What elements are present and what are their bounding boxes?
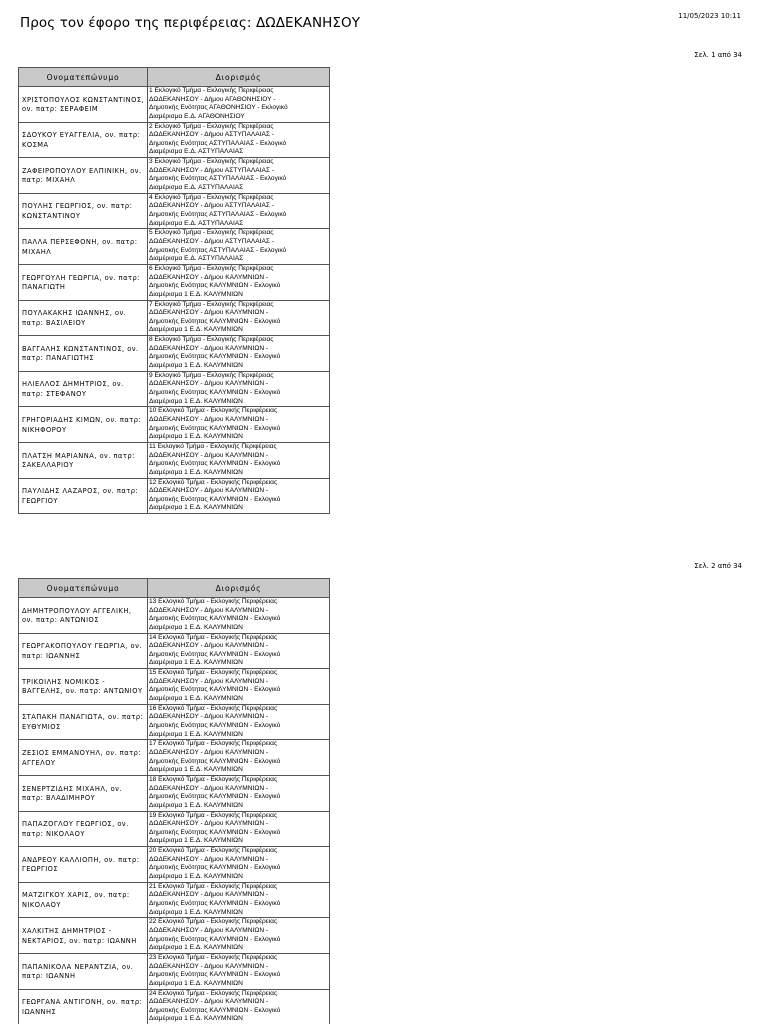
assignment-line: Δημοτικής Ενότητας ΑΣΤΥΠΑΛΑΙΑΣ - Εκλογικό: [149, 246, 287, 254]
document-title: Προς τον έφορο της περιφέρειας: ΔΩΔΕΚΑΝΗΣΟΥ: [20, 15, 361, 31]
assignment-line: Δημοτικής Ενότητας ΚΑΛΥΜΝΙΩΝ - Εκλογικό: [149, 757, 281, 765]
assignment-cell: [148, 740, 330, 776]
table-row: [19, 847, 330, 883]
assignment-cell: [148, 598, 330, 634]
assignment-line: Δημοτικής Ενότητας ΚΑΛΥΜΝΙΩΝ - Εκλογικό: [149, 686, 281, 694]
person-name-cell: ΣΕΝΕΡΤΖΙΔΗΣ ΜΙΧΑΗΛ, ον. πατρ: ΒΛΑΔΙΜΗΡΟΥ: [19, 775, 148, 811]
assignment-line: Διαμέρισμα 1 Ε.Δ. ΚΑΛΥΜΝΙΩΝ: [149, 801, 243, 809]
table-row: [19, 336, 330, 372]
column-header-name: Ονοματεπώνυμο: [19, 68, 148, 87]
person-name-cell: ΠΟΥΛΗΣ ΓΕΩΡΓΙΟΣ, ον. πατρ: ΚΩΝΣΤΑΝΤΙΝΟΥ: [19, 193, 148, 229]
assignment-line: Διαμέρισμα Ε.Δ. ΑΣΤΥΠΑΛΑΙΑΣ: [149, 219, 244, 227]
person-name-cell: ΤΡΙΚΟΙΛΗΣ ΝΟΜΙΚΟΣ - ΒΑΓΓΕΛΗΣ, ον. πατρ: ΑΝΤΩΝΙΟΥ: [19, 669, 148, 705]
assignment-line: Διαμέρισμα 1 Ε.Δ. ΚΑΛΥΜΝΙΩΝ: [149, 468, 243, 476]
column-header-assignment: Διορισμός: [148, 68, 330, 87]
table-row: [19, 704, 330, 740]
assignment-line: Διαμέρισμα 1 Ε.Δ. ΚΑΛΥΜΝΙΩΝ: [149, 326, 243, 334]
assignment-line: ΔΩΔΕΚΑΝΗΣΟΥ - Δήμου ΚΑΛΥΜΝΙΩΝ -: [149, 380, 269, 388]
person-name-cell: ΑΝΔΡΕΟΥ ΚΑΛΛΙΟΠΗ, ον. πατρ: ΓΕΩΡΓΙΟΣ: [19, 847, 148, 883]
person-name-cell: ΓΕΩΡΓΑΚΟΠΟΥΛΟΥ ΓΕΩΡΓΙΑ, ον. πατρ: ΙΩΑΝΝΗΣ: [19, 633, 148, 669]
assignment-line: Διαμέρισμα 1 Ε.Δ. ΚΑΛΥΜΝΙΩΝ: [149, 504, 243, 512]
assignment-cell: [148, 336, 330, 372]
assignment-line: 2 Εκλογικό Τμήμα - Εκλογικής Περιφέρειας: [149, 122, 274, 130]
assignment-line: Διαμέρισμα 1 Ε.Δ. ΚΑΛΥΜΝΙΩΝ: [149, 1015, 243, 1023]
table-row: [19, 918, 330, 954]
roster-table: [18, 578, 330, 1024]
table-row: [19, 775, 330, 811]
assignment-cell: [148, 229, 330, 265]
assignment-cell: [148, 704, 330, 740]
assignment-line: Δημοτικής Ενότητας ΚΑΛΥΜΝΙΩΝ - Εκλογικό: [149, 1006, 281, 1014]
assignment-cell: [148, 669, 330, 705]
table-row: [19, 669, 330, 705]
assignment-cell: [148, 87, 330, 123]
assignment-line: 1 Εκλογικό Τμήμα - Εκλογικής Περιφέρειας: [149, 87, 274, 95]
assignment-line: Δημοτικής Ενότητας ΚΑΛΥΜΝΙΩΝ - Εκλογικό: [149, 793, 281, 801]
assignment-cell: [148, 442, 330, 478]
assignment-line: Δημοτικής Ενότητας ΚΑΛΥΜΝΙΩΝ - Εκλογικό: [149, 424, 281, 432]
assignment-cell: [148, 478, 330, 514]
assignment-line: 11 Εκλογικό Τμήμα - Εκλογικής Περιφέρειας: [149, 443, 277, 451]
table-row: [19, 371, 330, 407]
assignment-line: Διαμέρισμα Ε.Δ. ΑΣΤΥΠΑΛΑΙΑΣ: [149, 148, 244, 156]
person-name-cell: ΜΑΤΖΙΓΚΟΥ ΧΑΡΙΣ, ον. πατρ: ΝΙΚΟΛΑΟΥ: [19, 882, 148, 918]
table-row: [19, 989, 330, 1024]
assignment-cell: [148, 371, 330, 407]
assignment-line: Δημοτικής Ενότητας ΚΑΛΥΜΝΙΩΝ - Εκλογικό: [149, 495, 281, 503]
assignment-line: Διαμέρισμα 1 Ε.Δ. ΚΑΛΥΜΝΙΩΝ: [149, 873, 243, 881]
assignment-line: 4 Εκλογικό Τμήμα - Εκλογικής Περιφέρειας: [149, 193, 274, 201]
table-header-row: [19, 579, 330, 598]
table-row: [19, 87, 330, 123]
assignment-line: Διαμέρισμα 1 Ε.Δ. ΚΑΛΥΜΝΙΩΝ: [149, 908, 243, 916]
table-row: [19, 300, 330, 336]
assignment-line: Διαμέρισμα 1 Ε.Δ. ΚΑΛΥΜΝΙΩΝ: [149, 659, 243, 667]
person-name-cell: ΧΡΙΣΤΟΠΟΥΛΟΣ ΚΩΝΣΤΑΝΤΙΝΟΣ, ον. πατρ: ΣΕΡΑΦΕΙΜ: [19, 87, 148, 123]
assignment-line: 23 Εκλογικό Τμήμα - Εκλογικής Περιφέρειας: [149, 954, 278, 962]
assignment-line: Διαμέρισμα Ε.Δ. ΑΓΑΘΟΝΗΣΙΟΥ: [149, 112, 245, 120]
assignment-cell: [148, 882, 330, 918]
table-row: [19, 407, 330, 443]
person-name-cell: ΠΛΑΤΣΗ ΜΑΡΙΑΝΝΑ, ον. πατρ: ΣΑΚΕΛΛΑΡΙΟΥ: [19, 442, 148, 478]
assignment-line: ΔΩΔΕΚΑΝΗΣΟΥ - Δήμου ΚΑΛΥΜΝΙΩΝ -: [149, 927, 269, 935]
assignment-cell: [148, 300, 330, 336]
assignment-line: Διαμέρισμα 1 Ε.Δ. ΚΑΛΥΜΝΙΩΝ: [149, 979, 243, 987]
assignment-line: Δημοτικής Ενότητας ΚΑΛΥΜΝΙΩΝ - Εκλογικό: [149, 864, 281, 872]
assignment-line: 21 Εκλογικό Τμήμα - Εκλογικής Περιφέρειας: [149, 882, 278, 890]
table-header-row: [19, 68, 330, 87]
person-name-cell: ΓΕΩΡΓΟΥΛΗ ΓΕΩΡΓΙΑ, ον. πατρ: ΠΑΝΑΓΙΩΤΗ: [19, 264, 148, 300]
assignment-line: 15 Εκλογικό Τμήμα - Εκλογικής Περιφέρειας: [149, 669, 278, 677]
assignment-line: ΔΩΔΕΚΑΝΗΣΟΥ - Δήμου ΚΑΛΥΜΝΙΩΝ -: [149, 677, 269, 685]
table-row: [19, 811, 330, 847]
assignment-line: 9 Εκλογικό Τμήμα - Εκλογικής Περιφέρειας: [149, 371, 274, 379]
assignment-line: 5 Εκλογικό Τμήμα - Εκλογικής Περιφέρειας: [149, 229, 274, 237]
assignment-cell: [148, 193, 330, 229]
assignment-line: ΔΩΔΕΚΑΝΗΣΟΥ - Δήμου ΚΑΛΥΜΝΙΩΝ -: [149, 344, 269, 352]
assignment-cell: [148, 847, 330, 883]
assignment-line: 22 Εκλογικό Τμήμα - Εκλογικής Περιφέρειας: [149, 918, 278, 926]
person-name-cell: ΓΡΗΓΟΡΙΑΔΗΣ ΚΙΜΩΝ, ον. πατρ: ΝΙΚΗΦΟΡΟΥ: [19, 407, 148, 443]
person-name-cell: ΖΑΦΕΙΡΟΠΟΥΛΟΥ ΕΛΠΙΝΙΚΗ, ον. πατρ: ΜΙΧΑΗΛ: [19, 158, 148, 194]
assignment-cell: [148, 158, 330, 194]
column-header-assignment: Διορισμός: [148, 579, 330, 598]
assignment-line: ΔΩΔΕΚΑΝΗΣΟΥ - Δήμου ΚΑΛΥΜΝΙΩΝ -: [149, 962, 269, 970]
table-row: [19, 740, 330, 776]
assignment-line: 24 Εκλογικό Τμήμα - Εκλογικής Περιφέρειας: [149, 989, 278, 997]
assignment-line: 16 Εκλογικό Τμήμα - Εκλογικής Περιφέρειας: [149, 704, 278, 712]
assignment-line: Διαμέρισμα 1 Ε.Δ. ΚΑΛΥΜΝΙΩΝ: [149, 290, 243, 298]
assignment-line: Διαμέρισμα 1 Ε.Δ. ΚΑΛΥΜΝΙΩΝ: [149, 362, 243, 370]
assignment-line: Δημοτικής Ενότητας ΑΓΑΘΟΝΗΣΙΟΥ - Εκλογικό: [149, 104, 288, 112]
assignment-cell: [148, 775, 330, 811]
assignment-line: 19 Εκλογικό Τμήμα - Εκλογικής Περιφέρειας: [149, 811, 278, 819]
assignment-line: ΔΩΔΕΚΑΝΗΣΟΥ - Δήμου ΚΑΛΥΜΝΙΩΝ -: [149, 642, 269, 650]
assignment-line: Διαμέρισμα 1 Ε.Δ. ΚΑΛΥΜΝΙΩΝ: [149, 837, 243, 845]
assignment-line: Δημοτικής Ενότητας ΚΑΛΥΜΝΙΩΝ - Εκλογικό: [149, 650, 281, 658]
table-row: [19, 442, 330, 478]
person-name-cell: ΒΑΓΓΑΛΗΣ ΚΩΝΣΤΑΝΤΙΝΟΣ, ον. πατρ: ΠΑΝΑΓΙΩΤΗΣ: [19, 336, 148, 372]
assignment-line: ΔΩΔΕΚΑΝΗΣΟΥ - Δήμου ΚΑΛΥΜΝΙΩΝ -: [149, 606, 269, 614]
table-row: [19, 122, 330, 158]
person-name-cell: ΣΔΟΥΚΟΥ ΕΥΑΓΓΕΛΙΑ, ον. πατρ: ΚΟΣΜΑ: [19, 122, 148, 158]
person-name-cell: ΣΤΑΠΑΚΗ ΠΑΝΑΓΙΩΤΑ, ον. πατρ: ΕΥΘΥΜΙΟΣ: [19, 704, 148, 740]
assignment-line: 10 Εκλογικό Τμήμα - Εκλογικής Περιφέρειας: [149, 407, 278, 415]
assignment-line: ΔΩΔΕΚΑΝΗΣΟΥ - Δήμου ΚΑΛΥΜΝΙΩΝ -: [149, 820, 269, 828]
table-body: [19, 598, 330, 1024]
assignment-line: 13 Εκλογικό Τμήμα - Εκλογικής Περιφέρειας: [149, 598, 278, 606]
assignment-line: ΔΩΔΕΚΑΝΗΣΟΥ - Δήμου ΑΓΑΘΟΝΗΣΙΟΥ -: [149, 95, 276, 103]
roster-table: [18, 67, 330, 514]
assignment-line: Δημοτικής Ενότητας ΚΑΛΥΜΝΙΩΝ - Εκλογικό: [149, 722, 281, 730]
timestamp: 11/05/2023 10:11: [678, 12, 741, 20]
assignment-cell: [148, 989, 330, 1024]
assignment-line: ΔΩΔΕΚΑΝΗΣΟΥ - Δήμου ΑΣΤΥΠΑΛΑΙΑΣ -: [149, 166, 275, 174]
assignment-line: ΔΩΔΕΚΑΝΗΣΟΥ - Δήμου ΚΑΛΥΜΝΙΩΝ -: [149, 487, 269, 495]
assignment-line: 12 Εκλογικό Τμήμα - Εκλογικής Περιφέρειας: [149, 478, 278, 486]
assignment-line: ΔΩΔΕΚΑΝΗΣΟΥ - Δήμου ΚΑΛΥΜΝΙΩΝ -: [149, 309, 269, 317]
assignment-line: 8 Εκλογικό Τμήμα - Εκλογικής Περιφέρειας: [149, 336, 274, 344]
column-header-name: Ονοματεπώνυμο: [19, 579, 148, 598]
assignment-cell: [148, 122, 330, 158]
assignment-line: ΔΩΔΕΚΑΝΗΣΟΥ - Δήμου ΚΑΛΥΜΝΙΩΝ -: [149, 749, 269, 757]
assignment-line: ΔΩΔΕΚΑΝΗΣΟΥ - Δήμου ΚΑΛΥΜΝΙΩΝ -: [149, 416, 269, 424]
assignment-line: ΔΩΔΕΚΑΝΗΣΟΥ - Δήμου ΚΑΛΥΜΝΙΩΝ -: [149, 784, 269, 792]
assignment-line: Δημοτικής Ενότητας ΚΑΛΥΜΝΙΩΝ - Εκλογικό: [149, 389, 281, 397]
assignment-cell: [148, 811, 330, 847]
assignment-line: 3 Εκλογικό Τμήμα - Εκλογικής Περιφέρειας: [149, 158, 274, 166]
person-name-cell: ΠΑΛΛΑ ΠΕΡΣΕΦΟΝΗ, ον. πατρ: ΜΙΧΑΗΛ: [19, 229, 148, 265]
assignment-line: Δημοτικής Ενότητας ΚΑΛΥΜΝΙΩΝ - Εκλογικό: [149, 460, 281, 468]
assignment-cell: [148, 953, 330, 989]
person-name-cell: ΔΗΜΗΤΡΟΠΟΥΛΟΥ ΑΓΓΕΛΙΚΗ, ον. πατρ: ΑΝΤΩΝΙΟΣ: [19, 598, 148, 634]
table-row: [19, 158, 330, 194]
table-row: [19, 478, 330, 514]
person-name-cell: ΠΟΥΛΑΚΑΚΗΣ ΙΩΑΝΝΗΣ, ον. πατρ: ΒΑΣΙΛΕΙΟΥ: [19, 300, 148, 336]
assignment-line: 20 Εκλογικό Τμήμα - Εκλογικής Περιφέρειας: [149, 847, 278, 855]
assignment-line: 18 Εκλογικό Τμήμα - Εκλογικής Περιφέρειας: [149, 776, 278, 784]
assignment-cell: [148, 918, 330, 954]
assignment-line: Διαμέρισμα 1 Ε.Δ. ΚΑΛΥΜΝΙΩΝ: [149, 695, 243, 703]
assignment-line: Διαμέρισμα 1 Ε.Δ. ΚΑΛΥΜΝΙΩΝ: [149, 623, 243, 631]
assignment-line: Διαμέρισμα 1 Ε.Δ. ΚΑΛΥΜΝΙΩΝ: [149, 766, 243, 774]
assignment-line: ΔΩΔΕΚΑΝΗΣΟΥ - Δήμου ΑΣΤΥΠΑΛΑΙΑΣ -: [149, 131, 275, 139]
assignment-cell: [148, 633, 330, 669]
assignment-line: Δημοτικής Ενότητας ΚΑΛΥΜΝΙΩΝ - Εκλογικό: [149, 282, 281, 290]
table-row: [19, 193, 330, 229]
page-number: Σελ. 1 από 34: [694, 51, 742, 59]
assignment-line: Δημοτικής Ενότητας ΚΑΛΥΜΝΙΩΝ - Εκλογικό: [149, 353, 281, 361]
person-name-cell: ΗΛΙΕΛΛΟΣ ΔΗΜΗΤΡΙΟΣ, ον. πατρ: ΣΤΕΦΑΝΟΥ: [19, 371, 148, 407]
assignment-line: Διαμέρισμα 1 Ε.Δ. ΚΑΛΥΜΝΙΩΝ: [149, 397, 243, 405]
table-row: [19, 264, 330, 300]
person-name-cell: ΧΑΛΚΙΤΗΣ ΔΗΜΗΤΡΙΟΣ - ΝΕΚΤΑΡΙΟΣ, ον. πατρ: ΙΩΑΝΝΗ: [19, 918, 148, 954]
assignment-line: ΔΩΔΕΚΑΝΗΣΟΥ - Δήμου ΚΑΛΥΜΝΙΩΝ -: [149, 891, 269, 899]
assignment-line: Δημοτικής Ενότητας ΚΑΛΥΜΝΙΩΝ - Εκλογικό: [149, 828, 281, 836]
assignment-line: 7 Εκλογικό Τμήμα - Εκλογικής Περιφέρειας: [149, 300, 274, 308]
assignment-line: ΔΩΔΕΚΑΝΗΣΟΥ - Δήμου ΑΣΤΥΠΑΛΑΙΑΣ -: [149, 238, 275, 246]
assignment-line: Δημοτικής Ενότητας ΚΑΛΥΜΝΙΩΝ - Εκλογικό: [149, 971, 281, 979]
assignment-line: 14 Εκλογικό Τμήμα - Εκλογικής Περιφέρειας: [149, 633, 278, 641]
assignment-line: Δημοτικής Ενότητας ΑΣΤΥΠΑΛΑΙΑΣ - Εκλογικό: [149, 175, 287, 183]
assignment-line: Δημοτικής Ενότητας ΚΑΛΥΜΝΙΩΝ - Εκλογικό: [149, 615, 281, 623]
assignment-line: ΔΩΔΕΚΑΝΗΣΟΥ - Δήμου ΚΑΛΥΜΝΙΩΝ -: [149, 855, 269, 863]
assignment-line: ΔΩΔΕΚΑΝΗΣΟΥ - Δήμου ΚΑΛΥΜΝΙΩΝ -: [149, 998, 269, 1006]
page-number: Σελ. 2 από 34: [694, 562, 742, 570]
assignment-line: Διαμέρισμα Ε.Δ. ΑΣΤΥΠΑΛΑΙΑΣ: [149, 184, 244, 192]
assignment-line: ΔΩΔΕΚΑΝΗΣΟΥ - Δήμου ΑΣΤΥΠΑΛΑΙΑΣ -: [149, 202, 275, 210]
assignment-line: Διαμέρισμα 1 Ε.Δ. ΚΑΛΥΜΝΙΩΝ: [149, 433, 243, 441]
table-row: [19, 633, 330, 669]
table-row: [19, 598, 330, 634]
assignment-line: Διαμέρισμα 1 Ε.Δ. ΚΑΛΥΜΝΙΩΝ: [149, 944, 243, 952]
assignment-cell: [148, 407, 330, 443]
table-row: [19, 229, 330, 265]
assignment-line: Δημοτικής Ενότητας ΑΣΤΥΠΑΛΑΙΑΣ - Εκλογικό: [149, 139, 287, 147]
assignment-line: Διαμέρισμα Ε.Δ. ΑΣΤΥΠΑΛΑΙΑΣ: [149, 255, 244, 263]
assignment-line: ΔΩΔΕΚΑΝΗΣΟΥ - Δήμου ΚΑΛΥΜΝΙΩΝ -: [149, 713, 269, 721]
person-name-cell: ΠΑΠΑΝΙΚΟΛΑ ΝΕΡΑΝΤΖΙΑ, ον. πατρ: ΙΩΑΝΝΗ: [19, 953, 148, 989]
table-body: [19, 87, 330, 514]
person-name-cell: ΠΑΥΛΙΔΗΣ ΛΑΖΑΡΟΣ, ον. πατρ: ΓΕΩΡΓΙΟΥ: [19, 478, 148, 514]
person-name-cell: ΠΑΠΑΖΟΓΛΟΥ ΓΕΩΡΓΙΟΣ, ον. πατρ: ΝΙΚΟΛΑΟΥ: [19, 811, 148, 847]
assignment-line: Δημοτικής Ενότητας ΚΑΛΥΜΝΙΩΝ - Εκλογικό: [149, 935, 281, 943]
person-name-cell: ΓΕΩΡΓΑΝΑ ΑΝΤΙΓΟΝΗ, ον. πατρ: ΙΩΑΝΝΗΣ: [19, 989, 148, 1024]
assignment-line: Δημοτικής Ενότητας ΚΑΛΥΜΝΙΩΝ - Εκλογικό: [149, 317, 281, 325]
assignment-line: ΔΩΔΕΚΑΝΗΣΟΥ - Δήμου ΚΑΛΥΜΝΙΩΝ -: [149, 451, 269, 459]
assignment-line: 17 Εκλογικό Τμήμα - Εκλογικής Περιφέρειας: [149, 740, 278, 748]
person-name-cell: ΖΕΣΙΟΣ ΕΜΜΑΝΟΥΗΛ, ον. πατρ: ΑΓΓΕΛΟΥ: [19, 740, 148, 776]
assignment-line: ΔΩΔΕΚΑΝΗΣΟΥ - Δήμου ΚΑΛΥΜΝΙΩΝ -: [149, 273, 269, 281]
table-row: [19, 953, 330, 989]
table-row: [19, 882, 330, 918]
assignment-line: Δημοτικής Ενότητας ΚΑΛΥΜΝΙΩΝ - Εκλογικό: [149, 900, 281, 908]
assignment-line: Διαμέρισμα 1 Ε.Δ. ΚΑΛΥΜΝΙΩΝ: [149, 730, 243, 738]
assignment-line: Δημοτικής Ενότητας ΑΣΤΥΠΑΛΑΙΑΣ - Εκλογικό: [149, 211, 287, 219]
assignment-line: 6 Εκλογικό Τμήμα - Εκλογικής Περιφέρειας: [149, 265, 274, 273]
assignment-cell: [148, 264, 330, 300]
